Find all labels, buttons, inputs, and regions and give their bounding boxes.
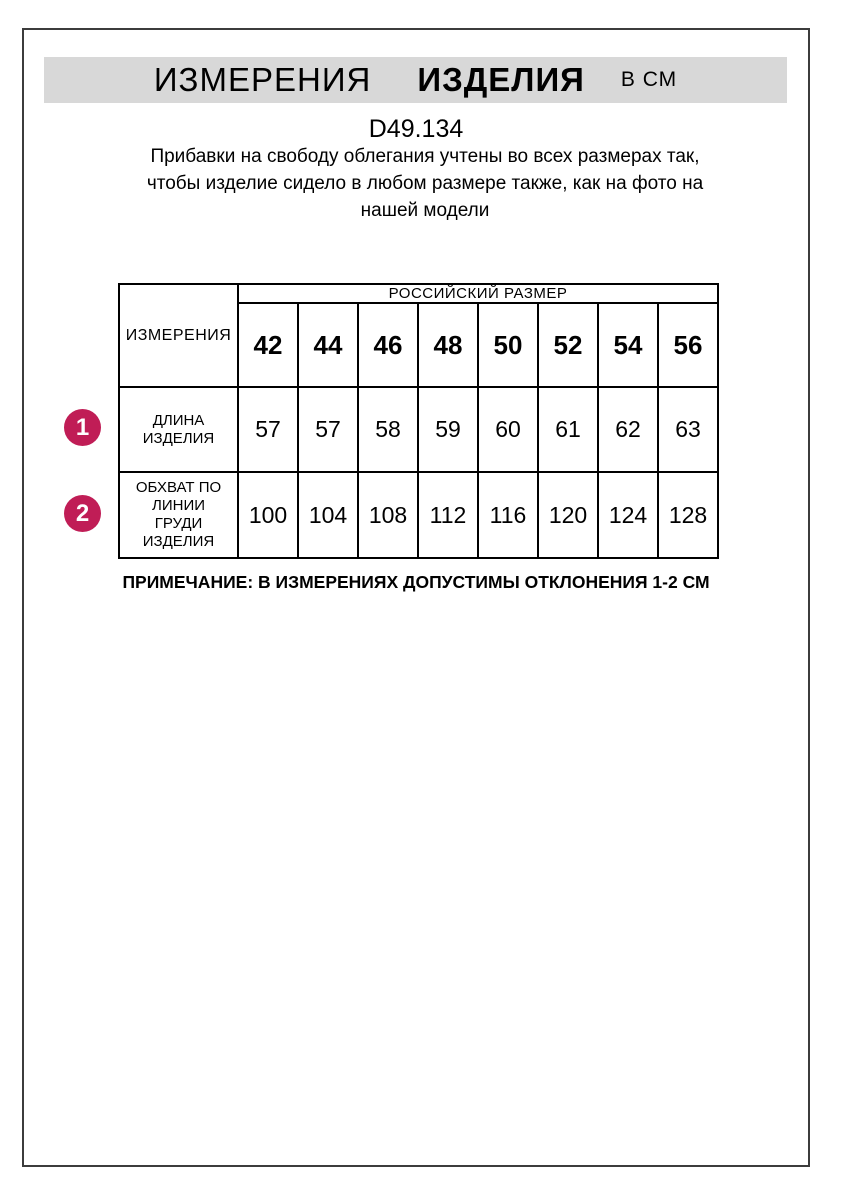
value-cell: 57 — [238, 387, 298, 472]
corner-header-cell: ИЗМЕРЕНИЯ — [119, 284, 238, 387]
value-cell: 62 — [598, 387, 658, 472]
size-header-cell: 52 — [538, 303, 598, 387]
fit-description: Прибавки на свободу облегания учтены во всех размерах так, чтобы изделие сидело в любом размере также, как на фото на нашей модели — [146, 146, 704, 221]
table-row-length — [119, 387, 718, 472]
value-cell: 112 — [418, 472, 478, 558]
title-banner — [44, 57, 787, 103]
title-measurements: ИЗМЕРЕНИЯ — [153, 61, 372, 98]
group-header-row — [119, 284, 718, 303]
row-number-badge-1: 1 — [64, 409, 101, 446]
size-header-cell: 54 — [598, 303, 658, 387]
row-label-cell: ДЛИНА ИЗДЕЛИЯ — [119, 387, 238, 472]
size-table — [118, 283, 719, 559]
title-unit: В СМ — [620, 68, 678, 91]
value-cell: 57 — [298, 387, 358, 472]
value-cell: 59 — [418, 387, 478, 472]
size-header-cell: 44 — [298, 303, 358, 387]
size-group-header-cell: РОССИЙСКИЙ РАЗМЕР — [238, 284, 718, 303]
value-cell: 116 — [478, 472, 538, 558]
size-header-cell: 50 — [478, 303, 538, 387]
size-header-cell: 42 — [238, 303, 298, 387]
value-cell: 100 — [238, 472, 298, 558]
size-header-cell: 56 — [658, 303, 718, 387]
value-cell: 60 — [478, 387, 538, 472]
size-header-cell: 46 — [358, 303, 418, 387]
size-header-cell: 48 — [418, 303, 478, 387]
value-cell: 104 — [298, 472, 358, 558]
title-product: ИЗДЕЛИЯ — [417, 61, 585, 98]
value-cell: 128 — [658, 472, 718, 558]
row-number-badge-2: 2 — [64, 495, 101, 532]
value-cell: 63 — [658, 387, 718, 472]
value-cell: 61 — [538, 387, 598, 472]
table-row-chest — [119, 472, 718, 558]
row-label-cell: ОБХВАТ ПО ЛИНИИ ГРУДИ ИЗДЕЛИЯ — [119, 472, 238, 558]
article-code: D49.134 — [368, 115, 464, 143]
value-cell: 124 — [598, 472, 658, 558]
value-cell: 108 — [358, 472, 418, 558]
value-cell: 58 — [358, 387, 418, 472]
note-text: ПРИМЕЧАНИЕ: В ИЗМЕРЕНИЯХ ДОПУСТИМЫ ОТКЛОНЕНИЯ 1-2 СМ — [122, 572, 710, 592]
value-cell: 120 — [538, 472, 598, 558]
